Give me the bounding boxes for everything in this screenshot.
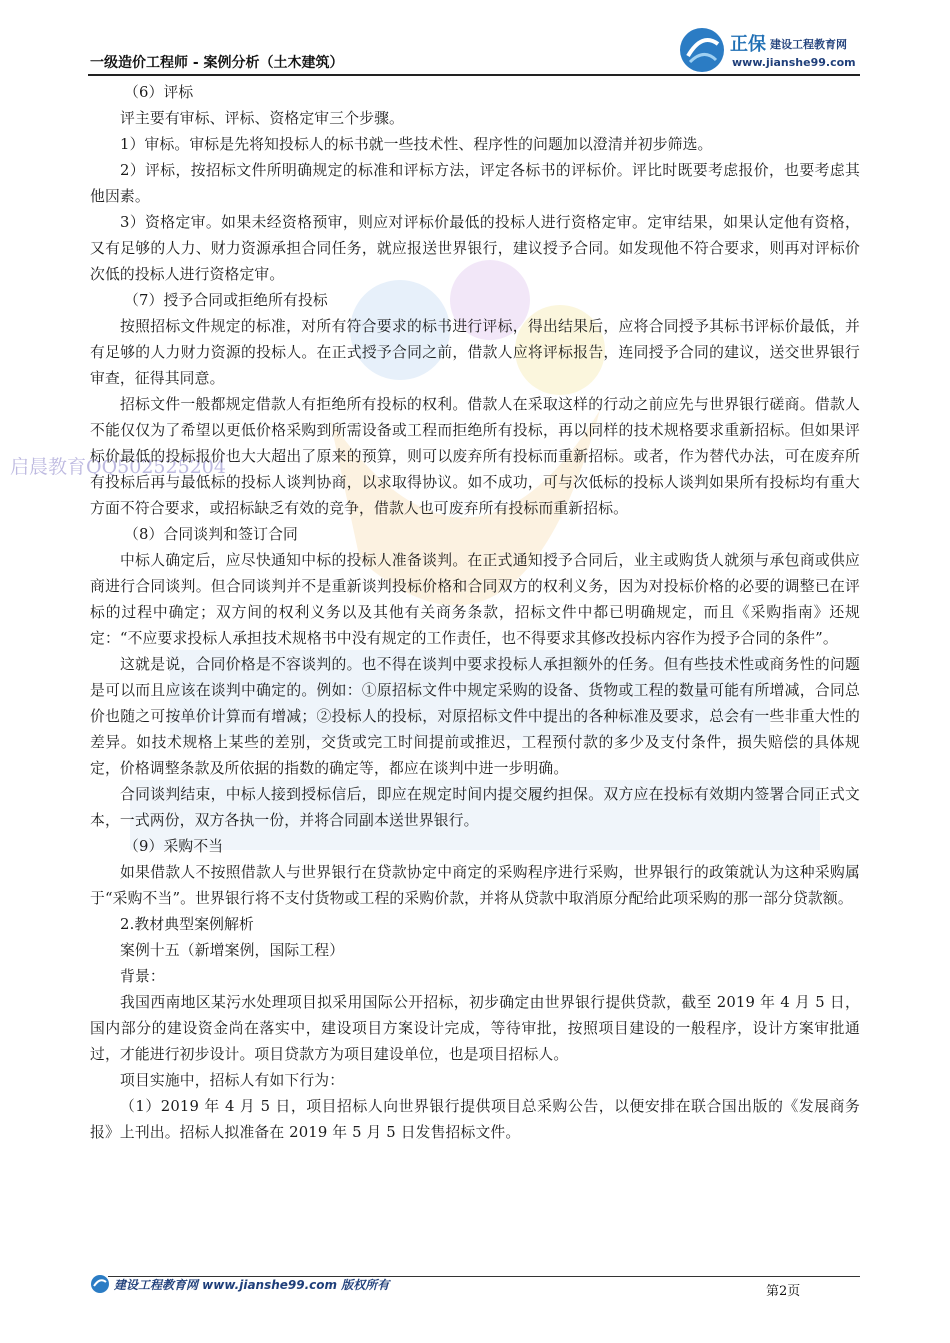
paragraph: 合同谈判结束，中标人接到授标信后，即应在规定时间内提交履约担保。双方应在投标有效期内签署合同正式文本，一式两份，双方各执一份，并将合同副本送世界银行。 <box>90 786 860 829</box>
paragraph: 这就是说，合同价格是不容谈判的。也不得在谈判中要求投标人承担额外的任务。但有些技术性或商务性的问题是可以而且应该在谈判中确定的。例如：①原招标文件中规定采购的设备、货物或工程的数量可能有所增减，合同总价也随之可按单价计算而有增减；②投标人的投标，对原招标文件中提出的各种标准及要求，总会有一些非重大性的差异。如技术规格上某些的差别，交货或完工时间提前或推迟，工程预付款的多少及支付条件，损失赔偿的具体规定，价格调整条款及所依据的指数的确定等，都应在谈判中进一步明确。 <box>90 656 860 777</box>
paragraph: 我国西南地区某污水处理项目拟采用国际公开招标，初步确定由世界银行提供贷款，截至 2019 年 4 月 5 日，国内部分的建设资金尚在落实中，建设项目方案设计完成，等待审批，按照项目建设的一般程序，设计方案审批通过，才能进行初步设计。项目贷款方为项目建设单位，也是项目招标人。 <box>90 994 860 1063</box>
section-heading-9: （9）采购不当 <box>124 838 224 855</box>
paragraph: 3）资格定审。如果未经资格预审，则应对评标价最低的投标人进行资格定审。定审结果，如果认定他有资格，又有足够的人力、财力资源承担合同任务，就应报送世界银行，建议授予合同。如发现他不符合要求，则再对评标价次低的投标人进行资格定审。 <box>90 214 860 283</box>
case-title: 案例十五（新增案例，国际工程） <box>120 942 345 959</box>
paragraph: 如果借款人不按照借款人与世界银行在贷款协定中商定的采购程序进行采购，世界银行的政策就认为这种采购属于“采购不当”。世界银行将不支付货物或工程的采购价款，并将从贷款中取消原分配给此项采购的那一部分贷款额。 <box>90 864 860 907</box>
side-watermark-text: 启晨教育QQ502525204 <box>10 456 226 478</box>
paragraph: 2）评标，按招标文件所明确规定的标准和评标方法，评定各标书的评标价。评比时既要考虑报价，也要考虑其他因素。 <box>90 162 860 205</box>
paragraph: 1）审标。审标是先将知投标人的标书就一些技术性、程序性的问题加以澄清并初步筛选。 <box>120 136 713 153</box>
logo-subtitle: 建设工程教育网 <box>770 38 847 51</box>
footer-logo-icon <box>90 1274 110 1294</box>
logo-brand-text: 正保 <box>730 34 766 55</box>
document-header-title: 一级造价工程师 - 案例分析（土木建筑） <box>90 55 344 71</box>
page-number: 第2页 <box>766 1284 801 1299</box>
paragraph: 中标人确定后，应尽快通知中标的投标人准备谈判。在正式通知授予合同后，业主或购货人就须与承包商或供应商进行合同谈判。但合同谈判并不是重新谈判投标价格和合同双方的权利义务，因为对投标价格的必要的调整已在评标的过程中确定；双方间的权利义务以及其他有关商务条款，招标文件中都已明确规定，而且《采购指南》还规定：“不应要求投标人承担技术规格书中没有规定的工作责任，也不得要求其修改投标内容作为授予合同的条件”。 <box>90 552 860 647</box>
paragraph: （1）2019 年 4 月 5 日，项目招标人向世界银行提供项目总采购公告，以便安排在联合国出版的《发展商务报》上刊出。招标人拟准备在 2019 年 5 月 5 日发售招标文件。 <box>90 1098 860 1141</box>
logo-icon <box>678 26 726 74</box>
subsection-heading: 2.教材典型案例解析 <box>120 916 254 933</box>
paragraph: 项目实施中，招标人有如下行为： <box>120 1072 345 1089</box>
section-heading-6: （6）评标 <box>124 84 194 101</box>
paragraph: 按照招标文件规定的标准，对所有符合要求的标书进行评标，得出结果后，应将合同授予其标书评标价最低，并有足够的人力财力资源的投标人。在正式授予合同之前，借款人应将评标报告，连同授予合同的建议，送交世界银行审查，征得其同意。 <box>90 318 860 387</box>
paragraph: 招标文件一般都规定借款人有拒绝所有投标的权利。借款人在采取这样的行动之前应先与世界银行磋商。借款人不能仅仅为了希望以更低价格采购到所需设备或工程而拒绝所有投标，再以同样的技术规格要求重新招标。但如果评标价最低的投标报价也大大超出了原来的预算，则可以废弃所有投标而重新招标。或者，作为替代办法，可在废弃所有投标后再与最低标的投标人谈判协商，以求取得协议。如不成功，可与次低标的投标人谈判如果所有投标均有重大方面不符合要求，或招标缺乏有效的竞争，借款人也可废弃所有投标而重新招标。 <box>90 396 860 517</box>
brand-logo <box>678 26 860 74</box>
footer-copyright: 建设工程教育网 www.jianshe99.com 版权所有 <box>114 1278 390 1292</box>
section-heading-7: （7）授予合同或拒绝所有投标 <box>124 292 328 309</box>
logo-url: www.jianshe99.com <box>732 56 856 69</box>
background-label: 背景： <box>120 968 165 985</box>
paragraph: 评主要有审标、评标、资格定审三个步骤。 <box>120 110 404 127</box>
section-heading-8: （8）合同谈判和签订合同 <box>124 526 298 543</box>
header-divider <box>88 74 860 76</box>
document-body <box>90 80 860 1146</box>
